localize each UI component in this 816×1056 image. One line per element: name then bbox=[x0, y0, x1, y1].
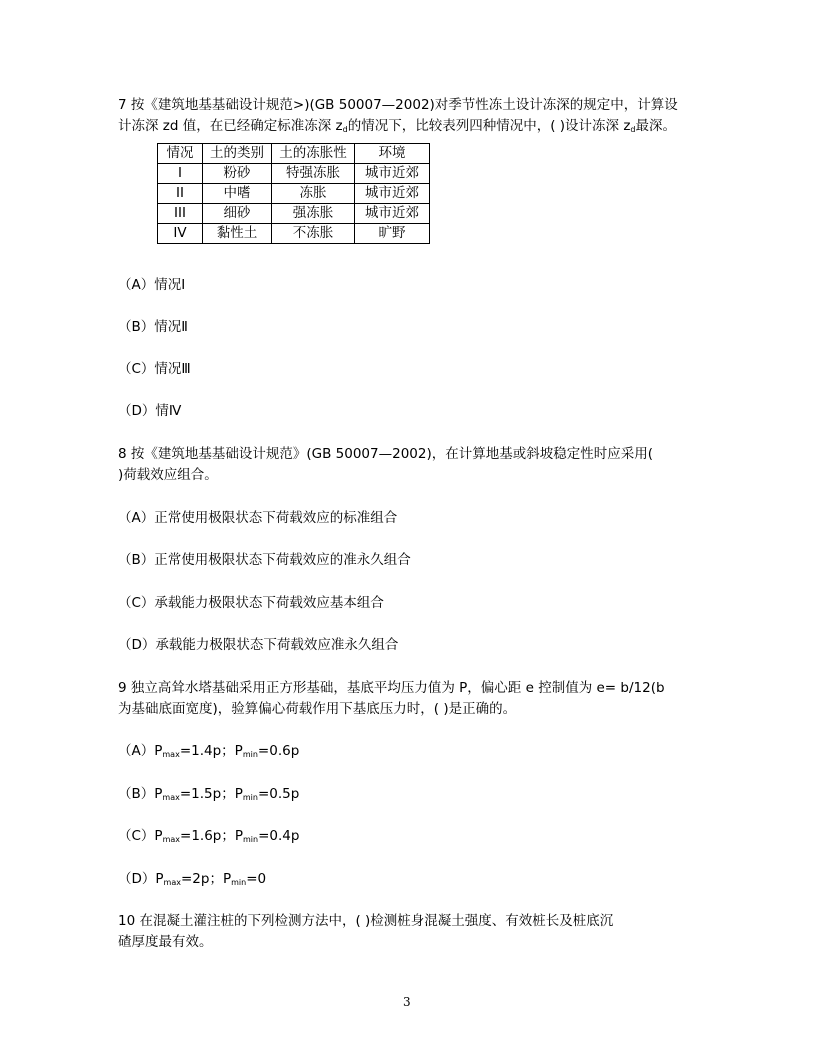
question-10-stem: 10 在混凝土灌注桩的下列检测方法中，( )检测桩身混凝土强度、有效桩长及桩底沉 碴厚度最有效。 bbox=[118, 913, 614, 950]
q7-line1: 7 按《建筑地基基础设计规范>)(GB 50007—2002)对季节性冻土设计冻深的规定中，计算设 bbox=[118, 97, 678, 113]
q8-option-b: （B）正常使用极限状态下荷载效应的准永久组合 bbox=[118, 552, 411, 568]
table-row: I 粉砂 特强冻胀 城市近郊 bbox=[158, 164, 430, 184]
q8-option-a: （A）正常使用极限状态下荷载效应的标准组合 bbox=[118, 510, 398, 526]
q7-option-a: （A）情况Ⅰ bbox=[118, 277, 186, 293]
question-9-stem: 9 独立高耸水塔基础采用正方形基础，基底平均压力值为 P，偏心距 e 控制值为 e= b/12(b 为基础底面宽度)，验算偏心荷载作用下基底压力时，( )是正确的。 bbox=[118, 680, 665, 717]
table-row: II 中嗜 冻胀 城市近郊 bbox=[158, 184, 430, 204]
q9-option-a: $(A)P_{max}=1.4p$；$P_{min}=0.6p$ bbox=[118, 743, 300, 759]
q8-option-c: （C）承载能力极限状态下荷载效应基本组合 bbox=[118, 595, 384, 611]
table-header-row: 情况 土的类别 土的冻胀性 环境 bbox=[158, 144, 430, 164]
q9-option-d: $(D)P_{max}=2p$；$P_{min}=0$ bbox=[118, 871, 267, 887]
q9-option-b: $(B)P_{max}=1.5p$；$P_{min}=0.5p$ bbox=[118, 786, 300, 802]
q7-option-b: （B）情况Ⅱ bbox=[118, 319, 188, 335]
page-number: 3 bbox=[403, 995, 411, 1009]
q8-option-d: （D）承载能力极限状态下荷载效应准永久组合 bbox=[118, 637, 399, 653]
q7-table bbox=[157, 143, 430, 244]
q7-line2: 计冻深 zd 值，在已经确定标准冻深 $z_d$的情况下，比较表列四种情况中，( )设计冻深 $z_d$最深。 bbox=[118, 118, 676, 134]
q7-option-c: （C）情况Ⅲ bbox=[118, 361, 191, 377]
q7-option-d: （D）情Ⅳ bbox=[118, 403, 182, 419]
table-row: IV 黏性土 不冻胀 旷野 bbox=[158, 224, 430, 244]
question-8-stem: 8 按《建筑地基基础设计规范》(GB 50007—2002)，在计算地基或斜坡稳定性时应采用( )荷载效应组合。 bbox=[118, 446, 653, 483]
q9-option-c: $(C)P_{max}=1.6p$；$P_{min}=0.4p$ bbox=[118, 828, 300, 844]
table-row: III 细砂 强冻胀 城市近郊 bbox=[158, 204, 430, 224]
question-7-stem bbox=[118, 95, 678, 140]
